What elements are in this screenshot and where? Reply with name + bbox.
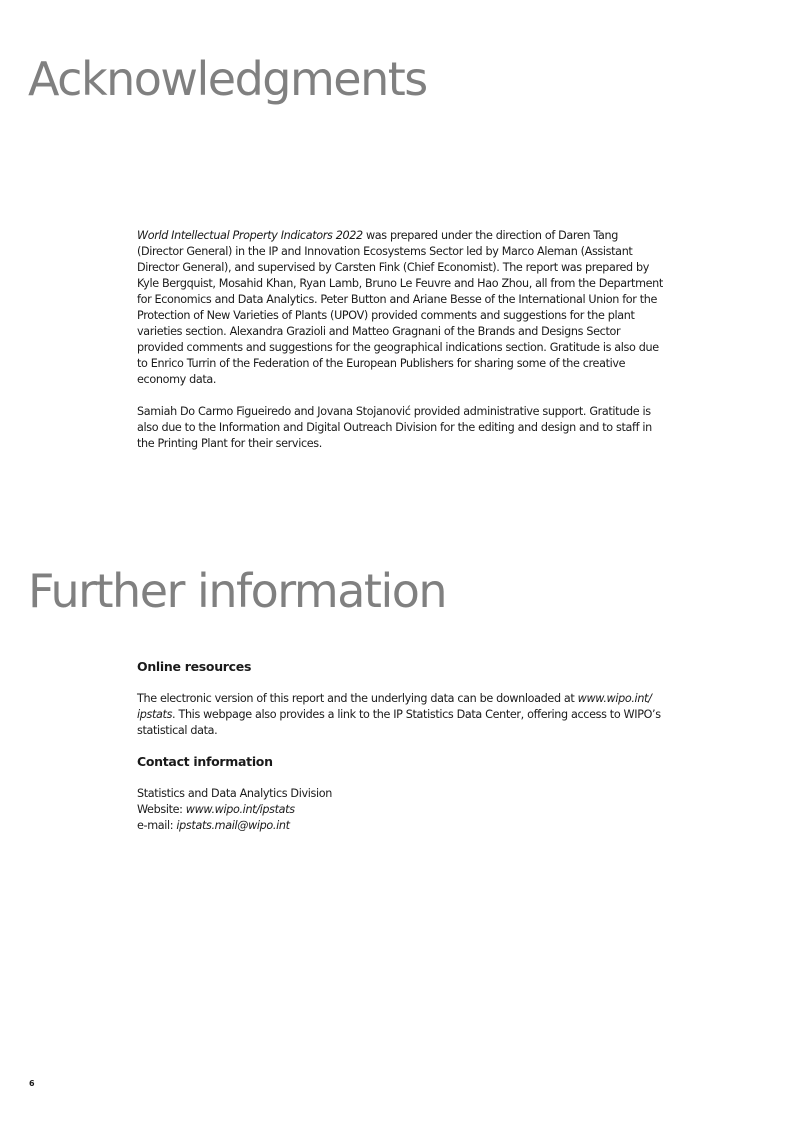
page-number: 6 — [29, 1079, 35, 1088]
contact-email-line — [137, 818, 667, 834]
contact-information-heading: Contact information — [137, 754, 273, 769]
acknowledgments-paragraph-1-text: was prepared under the direction of Daren Tang (Director General) in the IP and Innovation Ecosystems Sector led by Marco Aleman (Assistant Director General), and supervised by Carsten Fink (Chief Economist). The report was prepared by Kyle Bergquist, Mosahid Khan, Ryan Lamb, Bruno Le Feuvre and Hao Zhou, all from the Department for Economics and Data Analytics. Peter Button and Ariane Besse of the International Union for the Protection of New Varieties of Plants (UPOV) provided comments and suggestions for the plant varieties section. Alexandra Grazioli and Matteo Gragnani of the Brands and Designs Sector provided comments and suggestions for the geographical indications section. Gratitude is also due to Enrico Turrin of the Federation of the European Publishers for sharing some of the creative economy data. — [137, 229, 663, 386]
online-resources-heading: Online resources — [137, 659, 252, 674]
acknowledgments-paragraph-1 — [137, 228, 667, 388]
contact-website-line — [137, 802, 667, 818]
acknowledgments-paragraph-2: Samiah Do Carmo Figueiredo and Jovana Stojanović provided administrative support. Gratitude is also due to the Information and Digital Outreach Division for the editing and design and to staff in the Printing Plant for their services. — [137, 405, 652, 450]
report-title: World Intellectual Property Indicators 2022 — [137, 229, 363, 242]
online-resources-text-after: . This webpage also provides a link to the IP Statistics Data Center, offering access to WIPO’s statistical data. — [137, 708, 661, 737]
contact-information-block — [137, 786, 667, 834]
further-information-title: Further information — [28, 564, 447, 618]
online-resources-text-before: The electronic version of this report and the underlying data can be downloaded at — [137, 692, 578, 705]
email-label: e-mail: — [137, 819, 177, 832]
further-information-body — [137, 658, 667, 834]
online-resources-text — [137, 691, 667, 739]
acknowledgments-body — [137, 228, 667, 452]
email-link[interactable]: ipstats.mail@wipo.int — [176, 819, 290, 832]
website-link[interactable]: www.wipo.int/ipstats — [185, 803, 295, 816]
acknowledgments-title: Acknowledgments — [28, 52, 427, 106]
ipstats-link[interactable]: www.wipo.int/ ipstats — [137, 692, 652, 721]
contact-division: Statistics and Data Analytics Division — [137, 787, 332, 800]
website-label: Website: — [137, 803, 186, 816]
